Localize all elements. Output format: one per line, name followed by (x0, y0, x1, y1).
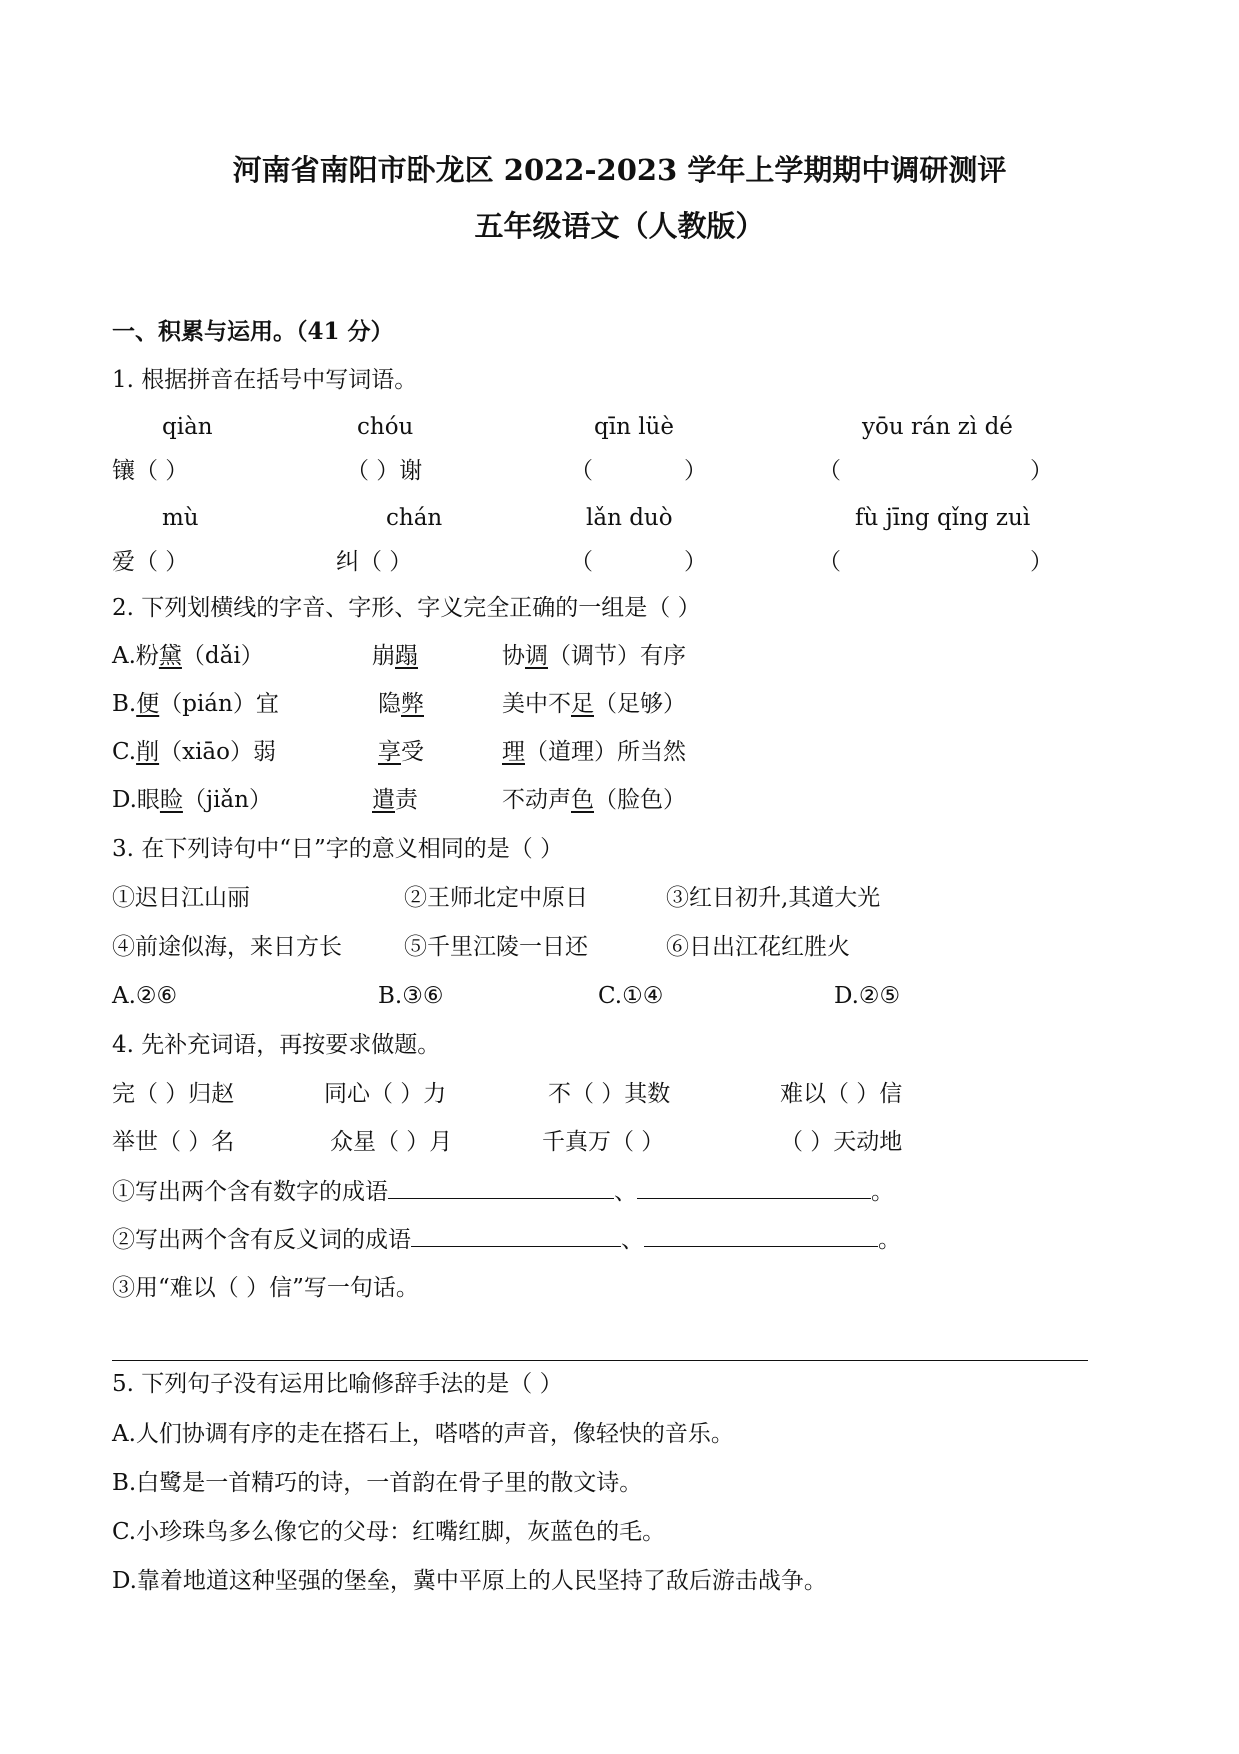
q1-pinyin: lǎn duò (586, 505, 673, 531)
q4-idiom-blank[interactable]: 举世（ ）名 (112, 1129, 235, 1155)
q4-sub2-blank-2[interactable] (644, 1224, 878, 1247)
q1-bracket-open[interactable]: （ (818, 458, 841, 484)
q3-line: ②王师北定中原日 (404, 885, 588, 911)
q1-pinyin: yōu rán zì dé (862, 414, 1013, 440)
q2-option-c-word2: 享受 (378, 739, 424, 765)
q1-bracket-close: ） (684, 549, 707, 575)
q1-answer-blank[interactable]: 爱（ ） (112, 549, 189, 575)
q3-line: ⑥日出江花红胜火 (666, 934, 850, 960)
q4-sub2: ②写出两个含有反义词的成语 、 。 (112, 1224, 901, 1255)
q2-option-b[interactable]: B.便（pián）宜 (112, 691, 279, 717)
q5-option-b[interactable]: B.白鹭是一首精巧的诗，一首韵在骨子里的散文诗。 (112, 1470, 643, 1496)
q3-line: ⑤千里江陵一日还 (404, 934, 588, 960)
q3-choice-d[interactable]: D.②⑤ (834, 983, 901, 1009)
q2-option-c-word3: 理（道理）所当然 (502, 739, 686, 765)
q2-option-d-word3: 不动声色（脸色） (502, 787, 686, 813)
q3-line: ①迟日江山丽 (112, 885, 250, 911)
q4-sub2-blank-1[interactable] (411, 1224, 621, 1247)
q1-bracket-open[interactable]: （ (818, 549, 841, 575)
q4-idiom-blank[interactable]: 众星（ ）月 (330, 1129, 453, 1155)
q3-stem: 3. 在下列诗句中“日”字的意义相同的是（ ） (112, 836, 564, 862)
q1-pinyin: qiàn (162, 414, 213, 440)
q5-option-d[interactable]: D.靠着地道这种坚强的堡垒，冀中平原上的人民坚持了敌后游击战争。 (112, 1568, 827, 1594)
q1-bracket-close: ） (684, 458, 707, 484)
q4-sub3: ③用“难以（ ）信”写一句话。 (112, 1275, 419, 1301)
q1-pinyin: mù (162, 505, 199, 531)
exam-subtitle: 五年级语文（人教版） (474, 209, 765, 243)
q4-idiom-blank[interactable]: 完（ ）归赵 (112, 1081, 235, 1107)
q2-option-a[interactable]: A.粉黛（dǎi） (112, 643, 264, 669)
q5-option-a[interactable]: A.人们协调有序的走在搭石上，嗒嗒的声音，像轻快的音乐。 (112, 1421, 734, 1447)
q2-option-b-word3: 美中不足（足够） (502, 691, 686, 717)
q2-option-d[interactable]: D.眼睑（jiǎn） (112, 787, 272, 813)
q5-option-c[interactable]: C.小珍珠鸟多么像它的父母：红嘴红脚，灰蓝色的毛。 (112, 1519, 666, 1545)
q1-bracket-open[interactable]: （ (570, 549, 593, 575)
q1-bracket-open[interactable]: （ (570, 458, 593, 484)
q2-option-d-word2: 遣责 (372, 787, 418, 813)
q4-idiom-blank[interactable]: 难以（ ）信 (780, 1081, 903, 1107)
q1-bracket-close: ） (1030, 549, 1053, 575)
exam-title: 河南省南阳市卧龙区 2022-2023 学年上学期期中调研测评 (232, 153, 1007, 187)
q1-answer-blank[interactable]: （ ）谢 (346, 458, 423, 484)
q4-stem: 4. 先补充词语，再按要求做题。 (112, 1032, 441, 1058)
q2-option-a-word3: 协调（调节）有序 (502, 643, 686, 669)
q4-sub1: ①写出两个含有数字的成语 、 。 (112, 1176, 894, 1207)
q1-pinyin: qīn lüè (594, 414, 674, 440)
q3-choice-b[interactable]: B.③⑥ (378, 983, 444, 1009)
q4-idiom-blank[interactable]: （ ）天动地 (780, 1129, 903, 1155)
q2-option-a-word2: 崩蹋 (372, 643, 418, 669)
q4-sub1-blank-1[interactable] (388, 1176, 614, 1199)
q4-idiom-blank[interactable]: 同心（ ）力 (324, 1081, 447, 1107)
q1-pinyin: fù jīng qǐng zuì (855, 505, 1031, 531)
q3-choice-a[interactable]: A.②⑥ (112, 983, 178, 1009)
q1-answer-blank[interactable]: 纠（ ） (336, 549, 413, 575)
q3-line: ③红日初升,其道大光 (666, 885, 881, 911)
q4-sub1-blank-2[interactable] (637, 1176, 871, 1199)
q2-stem: 2. 下列划横线的字音、字形、字义完全正确的一组是（ ） (112, 595, 701, 621)
q1-pinyin: chán (386, 505, 443, 531)
q5-stem: 5. 下列句子没有运用比喻修辞手法的是（ ） (112, 1371, 563, 1397)
q1-stem: 1. 根据拼音在括号中写词语。 (112, 367, 418, 393)
q1-bracket-close: ） (1030, 458, 1053, 484)
q1-answer-blank[interactable]: 镶（ ） (112, 458, 189, 484)
q2-option-b-word2: 隐弊 (378, 691, 424, 717)
q4-idiom-blank[interactable]: 千真万（ ） (542, 1129, 665, 1155)
q2-option-c[interactable]: C.削（xiāo）弱 (112, 739, 276, 765)
answer-line[interactable] (112, 1360, 1088, 1361)
q1-pinyin: chóu (357, 414, 414, 440)
q3-choice-c[interactable]: C.①④ (598, 983, 664, 1009)
q4-idiom-blank[interactable]: 不（ ）其数 (548, 1081, 671, 1107)
q3-line: ④前途似海，来日方长 (112, 934, 342, 960)
section-heading: 一、积累与运用。（41 分） (112, 318, 394, 345)
